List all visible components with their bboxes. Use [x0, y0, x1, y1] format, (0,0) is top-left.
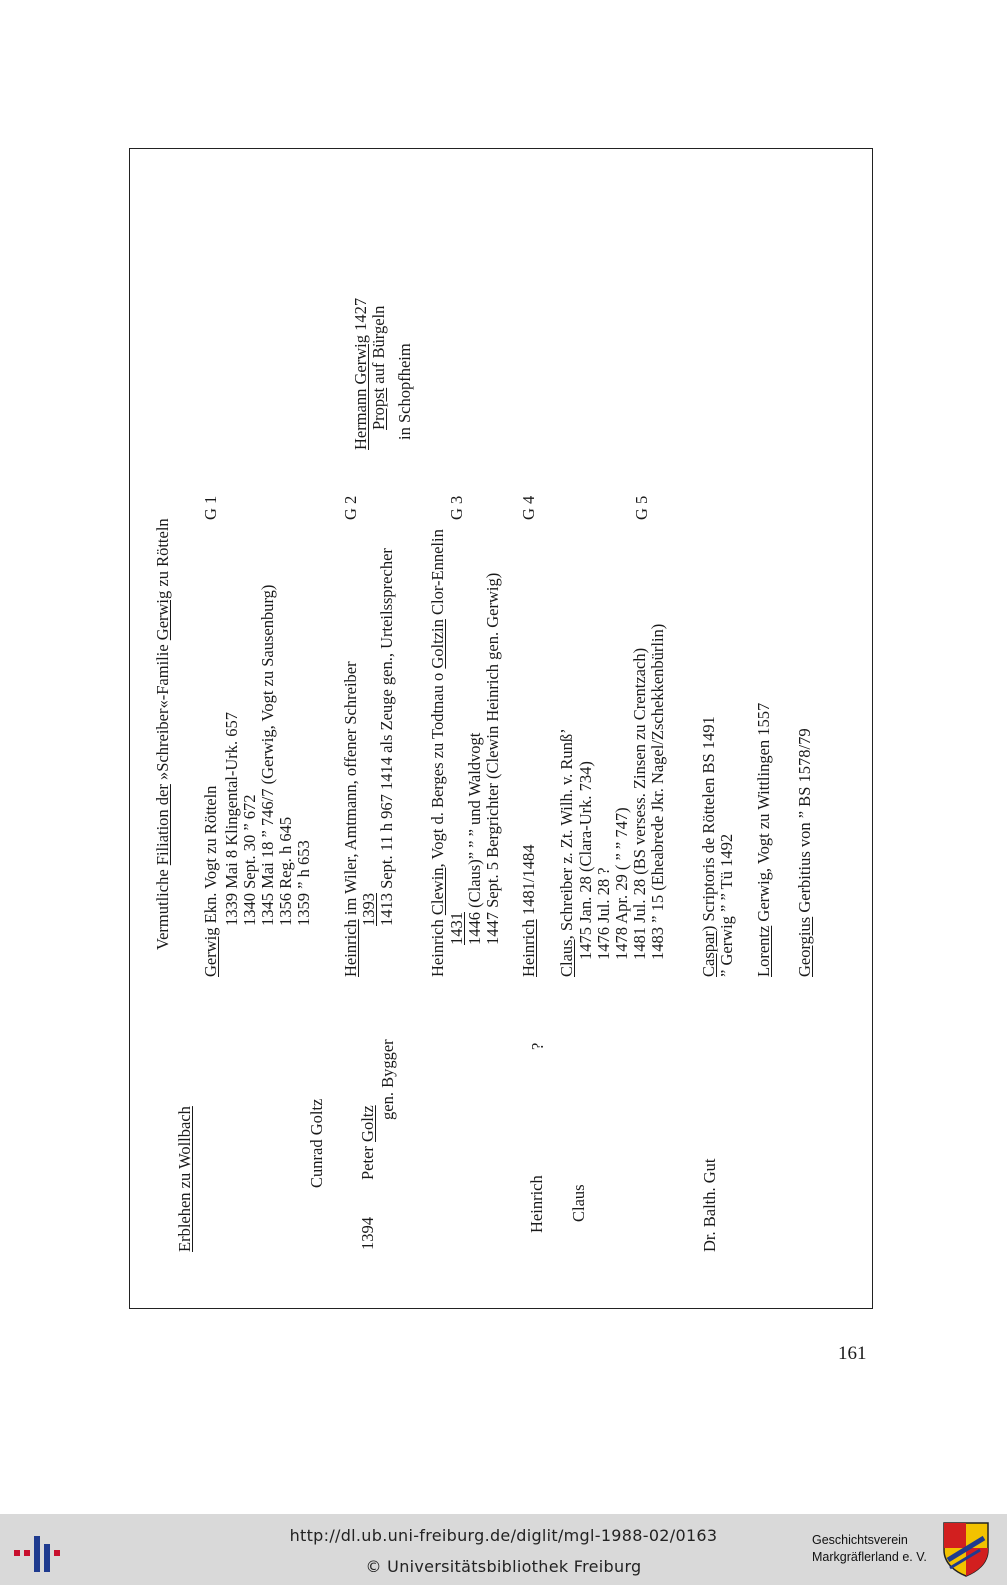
georgius-description: Gerbitius von ” BS 1578/79 — [795, 728, 814, 917]
g4-description: 1481/1484 — [519, 844, 538, 920]
georgius-line — [796, 728, 814, 977]
peter-first-name: Peter — [358, 1141, 377, 1180]
g2-year: 1393 — [359, 893, 378, 926]
g3-name: Clewin — [428, 867, 447, 916]
cunrad-goltz: Cunrad Goltz — [307, 1098, 326, 1188]
hermann-year: 1427 — [351, 297, 370, 335]
title-part: »Schreiber«-Familie — [153, 640, 172, 785]
g1-line: 1340 Sept. 30 ” 672 — [240, 794, 259, 926]
rotated-table-content — [130, 149, 874, 1310]
society-line1: Geschichtsverein — [812, 1533, 908, 1547]
g5-line: 1478 Apr. 29 ( ” ” 747) — [612, 807, 631, 960]
peter-surname: Goltz — [358, 1105, 377, 1142]
g5-line: 1475 Jan. 28 (Clara-Urk. 734) — [576, 761, 595, 960]
g5-name: Claus — [557, 939, 576, 977]
lorentz-description: Gerwig, Vogt zu Wittlingen 1557 — [754, 702, 773, 926]
hermann-title: Propst — [369, 387, 388, 430]
peter-goltz — [359, 1105, 377, 1180]
year-1394: 1394 — [358, 1217, 377, 1250]
dr-balth-gut: Dr. Balth. Gut — [700, 1158, 719, 1252]
g3-line: 1447 Sept. 5 Bergrichter (Clewin Heinrich gen. Gerwig) — [483, 572, 502, 945]
title-part: zu Rötteln — [153, 518, 172, 591]
g1-line: 1356 Reg. h 645 — [276, 816, 295, 926]
g1-description: Ekn. Vogt zu Rötteln — [201, 785, 220, 928]
footer-bar — [0, 1514, 1007, 1585]
lorentz-name: Lorentz — [754, 925, 773, 977]
left-heinrich: Heinrich — [527, 1175, 546, 1233]
hermann-line1 — [352, 298, 370, 450]
caspar-line2: ” Gerwig ” ” Tü 1492 — [717, 833, 736, 977]
g2-name: Heinrich — [341, 919, 360, 977]
g5-heading — [558, 728, 576, 977]
society-name — [812, 1532, 927, 1566]
g2-line: in Schopfheim — [395, 343, 414, 440]
question-mark: ? — [528, 1042, 547, 1050]
g3-heading — [429, 529, 447, 977]
copyright-text: © Universitätsbibliothek Freiburg — [365, 1557, 642, 1576]
g3-code: G 3 — [447, 495, 466, 520]
g1-name: Gerwig — [201, 927, 220, 977]
g3-year: 1431 — [447, 912, 466, 945]
g5-line: 1476 Jul. 28 ? — [594, 867, 613, 960]
hermann-place: auf Bürgeln — [369, 305, 388, 388]
g2-description: im Wiler, Amtmann, offener Schreiber — [341, 661, 360, 920]
g3-wife-rest: Clor-Ennelin — [428, 529, 447, 620]
g2-line: 1413 Sept. 11 h 967 1414 als Zeuge gen., Urteilssprecher — [377, 548, 396, 926]
lorentz-line — [755, 703, 773, 977]
left-column-header: Erblehen zu Wollbach — [175, 1106, 194, 1252]
g1-line: 1359 ” h 653 — [294, 840, 313, 926]
g3-description: , Vogt d. Berges zu Todtnau o — [428, 668, 447, 868]
caspar-name: Caspar — [699, 931, 718, 977]
g1-line: 1339 Mai 8 Klingental-Urk. 657 — [222, 711, 241, 926]
title-underlined-filiation: Filiation der — [153, 784, 172, 866]
title-underlined-gerwig: Gerwig — [153, 590, 172, 641]
g1-line: 1345 Mai 18 ” 746/7 (Gerwig, Vogt zu Sausenburg) — [258, 584, 277, 926]
hermann-line2 — [370, 306, 388, 430]
table-title — [154, 518, 172, 950]
caspar-heading — [700, 716, 718, 977]
g5-code: G 5 — [632, 495, 651, 520]
georgius-name: Georgius — [795, 916, 814, 977]
document-url[interactable]: http://dl.ub.uni-freiburg.de/diglit/mgl-1988-02/0163 — [289, 1526, 718, 1545]
genealogy-table — [129, 148, 873, 1309]
g5-description: , Schreiber z. Zt. Wilh. v. Runß’ — [557, 728, 576, 940]
g3-wife-name: Goltzin — [428, 619, 447, 669]
g3-line: 1446 (Claus)” ” ” und Waldvogt — [465, 732, 484, 945]
g4-code: G 4 — [519, 495, 538, 520]
g1-heading — [202, 786, 220, 977]
page-number: 161 — [838, 1343, 867, 1364]
g2-heading — [342, 661, 360, 977]
g4-name: Heinrich — [519, 919, 538, 977]
left-claus: Claus — [569, 1184, 588, 1222]
g5-line: 1483 ” 15 (Eheabrede Jkr. Nagel/Zschekkenbürlin) — [648, 623, 667, 960]
title-part: Vermutliche — [153, 865, 172, 950]
society-line2: Markgräflerland e. V. — [812, 1550, 927, 1564]
g5-line: 1481 Jul. 28 (BS versess. Zinsen zu Crentzach) — [630, 647, 649, 960]
coat-of-arms-icon — [940, 1520, 992, 1578]
g4-heading — [520, 845, 538, 977]
g3-first-name: Heinrich — [428, 915, 447, 977]
hermann-name: Hermann Gerwig — [351, 334, 370, 450]
caspar-description: ) Scriptoris de Röttelen BS 1491 — [699, 716, 718, 932]
g1-code: G 1 — [201, 495, 220, 520]
peter-alias: gen. Bygger — [378, 1039, 397, 1120]
g2-code: G 2 — [341, 495, 360, 520]
